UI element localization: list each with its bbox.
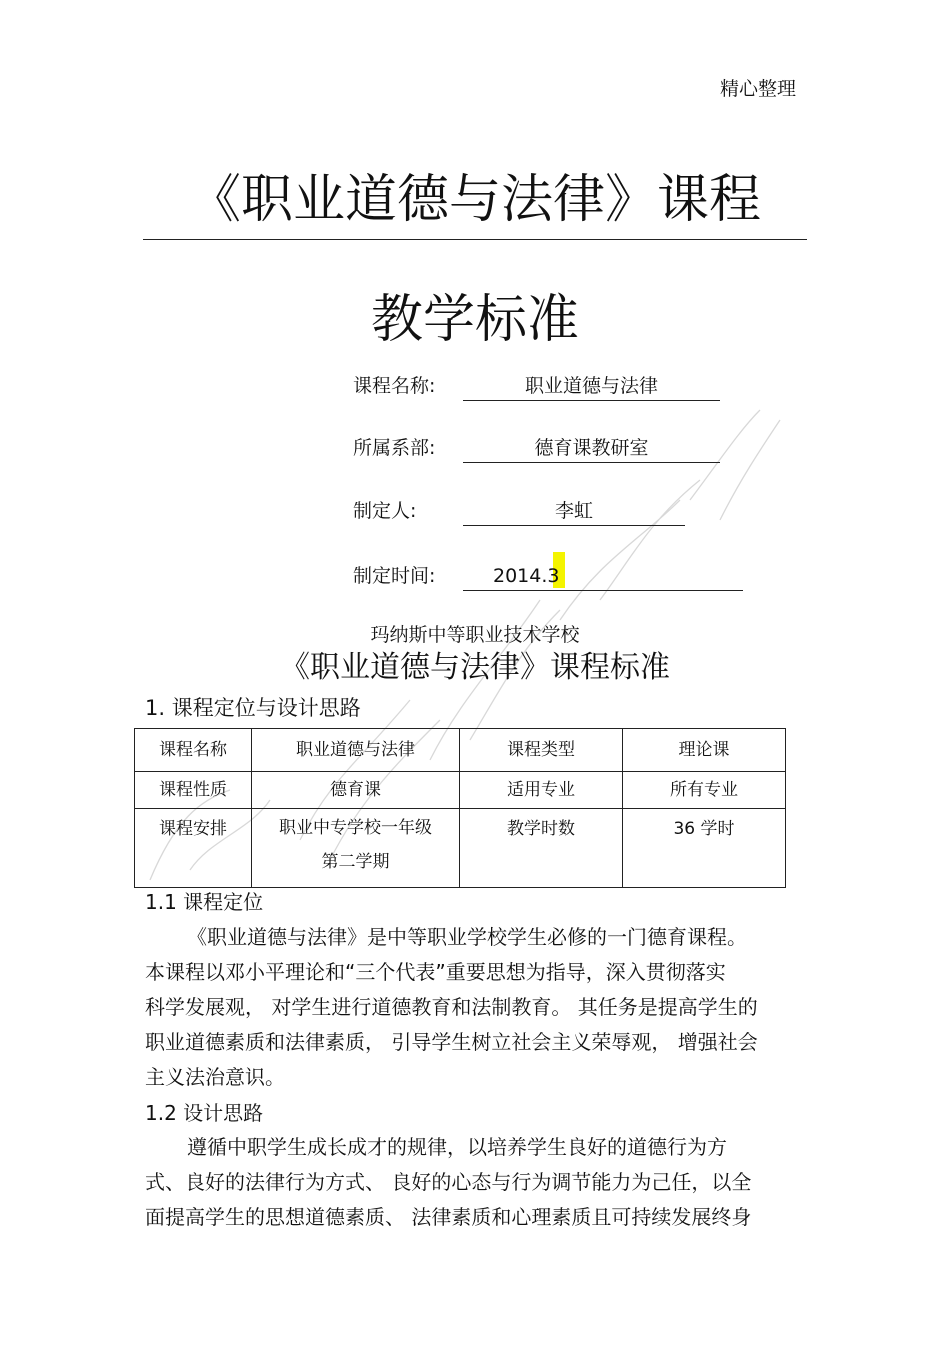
paragraph-line: 《职业道德与法律》是中等职业学校学生必修的一门德育课程。 <box>187 925 747 949</box>
paragraph-line: 本课程以邓小平理论和“三个代表”重要思想为指导，深入贯彻落实 <box>145 960 726 984</box>
table-cell: 教学时数 <box>460 809 623 888</box>
author-value: 李虹 <box>463 497 685 526</box>
document-title-line2: 教学标准 <box>370 290 579 350</box>
department-label: 所属系部: <box>353 437 436 459</box>
paragraph-line: 式、良好的法律行为方式、 良好的心态与行为调节能力为己任，以全 <box>145 1170 752 1194</box>
table-cell: 理论课 <box>623 729 786 772</box>
paragraph-line: 面提高学生的思想道德素质、 法律素质和心理素质且可持续发展终身 <box>145 1205 752 1229</box>
paragraph-line: 遵循中职学生成长成才的规律，以培养学生良好的道德行为方 <box>187 1135 727 1159</box>
table-cell: 职业道德与法律 <box>252 729 460 772</box>
table-row <box>135 729 786 772</box>
table-cell: 所有专业 <box>623 772 786 809</box>
section-heading-1: 1. 课程定位与设计思路 <box>145 696 361 720</box>
course-name-value: 职业道德与法律 <box>463 372 720 401</box>
date-label: 制定时间: <box>353 565 436 587</box>
paragraph-line: 科学发展观， 对学生进行道德教育和法制教育。 其任务是提高学生的 <box>145 995 758 1019</box>
table-cell: 课程性质 <box>135 772 252 809</box>
table-cell: 课程名称 <box>135 729 252 772</box>
section-heading-1-1: 1.1 课程定位 <box>145 890 264 914</box>
table-cell: 36 学时 <box>623 809 786 888</box>
table-cell: 德育课 <box>252 772 460 809</box>
document-title-line1: 《职业道德与法律》课程 <box>188 170 761 230</box>
standard-title: 《职业道德与法律》课程标准 <box>280 650 670 685</box>
author-label: 制定人: <box>353 500 417 522</box>
section-1-2-paragraph <box>145 1130 815 1235</box>
header-note: 精心整理 <box>720 78 797 100</box>
paragraph-line: 主义法治意识。 <box>145 1065 285 1089</box>
table-row <box>135 772 786 809</box>
school-name: 玛纳斯中等职业技术学校 <box>370 624 580 646</box>
cell-line: 职业中专学校一年级 <box>279 818 432 838</box>
section-1-1-paragraph <box>145 920 815 1095</box>
course-info-table <box>134 728 786 888</box>
table-cell-multiline <box>252 809 460 888</box>
table-cell: 适用专业 <box>460 772 623 809</box>
date-value: 2014.3 <box>493 565 560 587</box>
cell-line: 第二学期 <box>321 852 390 872</box>
table-cell: 课程安排 <box>135 809 252 888</box>
date-value-field <box>463 562 743 591</box>
title-divider <box>143 239 807 240</box>
section-heading-1-2: 1.2 设计思路 <box>145 1101 264 1125</box>
table-row <box>135 809 786 888</box>
paragraph-line: 职业道德素质和法律素质， 引导学生树立社会主义荣辱观， 增强社会 <box>145 1030 758 1054</box>
table-cell: 课程类型 <box>460 729 623 772</box>
department-value: 德育课教研室 <box>463 434 720 463</box>
course-name-label: 课程名称: <box>353 375 436 397</box>
